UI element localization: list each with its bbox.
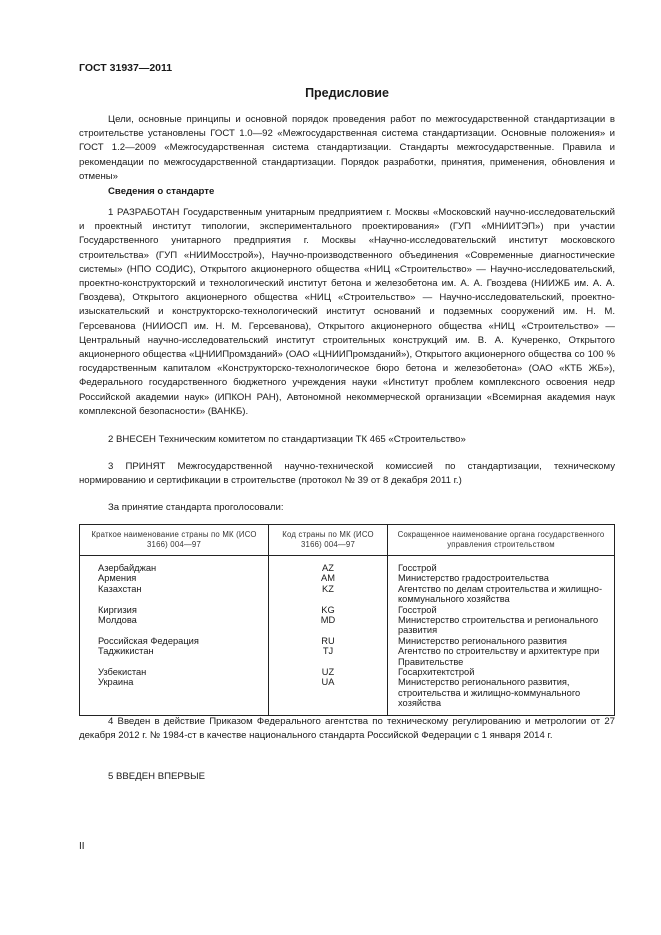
code-cell: KZ [269, 584, 388, 605]
authority-cell: Агентство по делам строительства и жилищно-коммунального хозяйства [388, 584, 615, 605]
vote-intro: За принятие стандарта проголосовали: [108, 502, 284, 513]
country-cell: Армения [80, 573, 269, 583]
country-cell: Российская Федерация [80, 636, 269, 646]
header-code: Код страны по МК (ИСО 3166) 004—97 [269, 525, 388, 556]
table-row [80, 605, 615, 615]
authority-cell: Госархитектстрой [388, 667, 615, 677]
table-header-row [80, 525, 615, 556]
code-cell: UA [269, 677, 388, 715]
country-cell: Таджикистан [80, 646, 269, 667]
intro-paragraph: Цели, основные принципы и основной порядок проведения работ по межгосударственной стандартизации в строительстве установлены ГОСТ 1.0—92 «Межгосударственная система стандартизации. Основные положения» и ГОСТ 1.2—2009 «Межгосударственная система стандартизации. Стандарты межгосударственные. Правила и рекомендации по межгосударственной стандартизации. Порядок разработки, принятия, применения, обновления и отмены» [79, 114, 615, 182]
country-cell: Узбекистан [80, 667, 269, 677]
item-1-paragraph: 1 РАЗРАБОТАН Государственным унитарным предприятием г. Москвы «Московский научно-исследовательский и проектный институт типологии, экспериментального проектирования» (ГУП «МНИИТЭП») при участии Государственного унитарного предприятия г. Москвы «Научно-исследовательский институт московского строительства» (ГУП «НИИМосстрой»), Научно-производственного объединения «Современные диагностические системы» (НПО СОДИС), Открытого акционерного общества «НИЦ «Строительство» — Научно-исследовательский, проектно-конструкторский и технологический институт бетона и железобетона им. А. А. Гвоздева (НИИЖБ им. А. А. Гвоздева), Открытого акционерного общества «НИЦ «Строительство» — Научно-исследовательский, проектно-изыскательский и конструкторско-технологический институт оснований и подземных сооружений им. Н. М. Герсеванова (НИИОСП им. Н. М. Герсеванова), Открытого акционерного общества «НИЦ «Строительство» — Центральный научно-исследовательский институт строительных конструкций им. В. А. Кучеренко, Открытого акционерного общества «ЦНИИПромзданий» (ОАО «ЦНИИПромзданий»), Открытого акционерного общества со 100 % государственным капиталом «Конструкторско-технологическое бюро бетона и железобетона» (ОАО «КТБ ЖБ»), Федерального государственного бюджетного учреждения науки «Институт проблем комплексного освоения недр Российской академии наук» (ИПКОН РАН), Автономной некоммерческой организации «Всемирная академия наук комплексной безопасности» (ВАНКБ). [79, 207, 615, 417]
country-cell: Молдова [80, 615, 269, 636]
code-cell: AZ [269, 556, 388, 574]
page-number: II [79, 841, 85, 852]
code-cell: TJ [269, 646, 388, 667]
authority-cell: Министерство градостроительства [388, 573, 615, 583]
table-row [80, 667, 615, 677]
authority-cell: Агентство по строительству и архитектуре при Правительстве [388, 646, 615, 667]
item-4-paragraph: 4 Введен в действие Приказом Федерального агентства по техническому регулированию и метрологии от 27 декабря 2012 г. № 1984-ст в качестве национального стандарта Российской Федерации с 1 января 2014 г. [79, 716, 615, 742]
table-row [80, 584, 615, 605]
table-row [80, 646, 615, 667]
table-row [80, 677, 615, 715]
item-2-paragraph: 2 ВНЕСЕН Техническим комитетом по стандартизации ТК 465 «Строительство» [108, 434, 466, 445]
code-cell: RU [269, 636, 388, 646]
code-cell: AM [269, 573, 388, 583]
item-3-paragraph: 3 ПРИНЯТ Межгосударственной научно-технической комиссией по стандартизации, техническому нормированию и сертификации в строительстве (протокол № 39 от 8 декабря 2011 г.) [79, 461, 615, 487]
table-row [80, 556, 615, 574]
authority-cell: Министерство регионального развития, строительства и жилищно-коммунального хозяйства [388, 677, 615, 715]
item-5-paragraph: 5 ВВЕДЕН ВПЕРВЫЕ [108, 771, 206, 782]
standard-code: ГОСТ 31937—2011 [79, 62, 173, 74]
authority-cell: Госстрой [388, 605, 615, 615]
table-row [80, 573, 615, 583]
page-title: Предисловие [305, 86, 389, 100]
table-row [80, 615, 615, 636]
table-row [80, 636, 615, 646]
votes-table [79, 524, 615, 716]
code-cell: MD [269, 615, 388, 636]
authority-cell: Министерство строительства и регионального развития [388, 615, 615, 636]
code-cell: UZ [269, 667, 388, 677]
country-cell: Казахстан [80, 584, 269, 605]
header-authority: Сокращенное наименование органа государственного управления строительством [388, 525, 615, 556]
country-cell: Украина [80, 677, 269, 715]
authority-cell: Госстрой [388, 556, 615, 574]
info-heading: Сведения о стандарте [108, 186, 215, 197]
code-cell: KG [269, 605, 388, 615]
country-cell: Азербайджан [80, 556, 269, 574]
header-country: Краткое наименование страны по МК (ИСО 3166) 004—97 [80, 525, 269, 556]
country-cell: Киргизия [80, 605, 269, 615]
authority-cell: Министерство регионального развития [388, 636, 615, 646]
